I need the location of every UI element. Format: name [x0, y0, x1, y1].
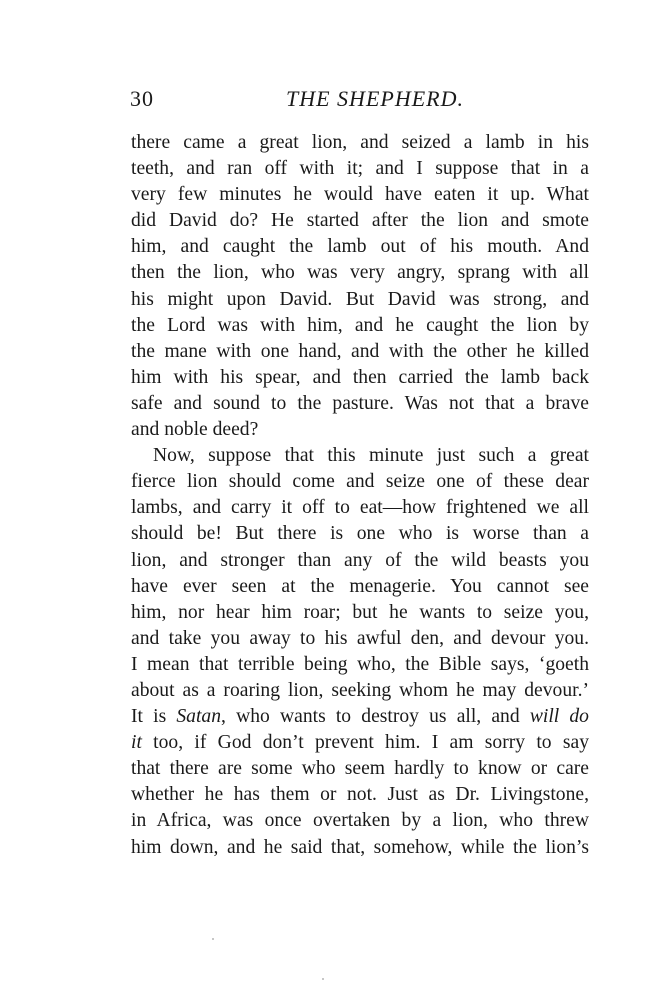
- text-line: very few minutes he would have eaten it up. What: [131, 184, 589, 206]
- text-line: lion, and stronger than any of the wild beasts you: [131, 549, 589, 571]
- text-line: the Lord was with him, and he caught the lion by: [131, 314, 589, 336]
- page-number: 30: [130, 86, 154, 111]
- paper-speck: [212, 938, 214, 940]
- text-line: [131, 730, 589, 756]
- text-line: have ever seen at the menagerie. You cannot see: [131, 575, 589, 597]
- text-line: teeth, and ran off with it; and I suppose that in a: [131, 158, 589, 180]
- page-header: [130, 86, 590, 122]
- text-line: that there are some who seem hardly to know or care: [131, 758, 589, 780]
- italic-will-do: will do: [529, 706, 589, 728]
- italic-satan: Satan: [176, 706, 222, 728]
- body-text: [131, 130, 589, 861]
- text-line: then the lion, who was very angry, sprang with all: [131, 262, 589, 284]
- paragraph-1: [131, 130, 589, 443]
- text-line: I mean that terrible being who, the Bible says, ‘goeth: [131, 653, 589, 675]
- text-line: should be! But there is one who is worse than a: [131, 523, 589, 545]
- text-line: and noble deed?: [131, 419, 259, 441]
- text-line: fierce lion should come and seize one of these dear: [131, 471, 589, 493]
- text-line: Now, suppose that this minute just such a great: [153, 445, 589, 467]
- text-line: him down, and he said that, somehow, while the lion’s: [131, 836, 589, 858]
- text-run: , who wants to destroy us all, and: [221, 706, 530, 728]
- text-line: him with his spear, and then carried the lamb back: [131, 366, 589, 388]
- text-line: in Africa, was once overtaken by a lion, who threw: [131, 810, 589, 832]
- text-run: It is: [131, 706, 177, 728]
- paragraph-2: [131, 443, 589, 861]
- text-line: safe and sound to the pasture. Was not that a brave: [131, 392, 589, 414]
- text-line: did David do? He started after the lion and smote: [131, 210, 589, 232]
- running-head: THE SHEPHERD.: [286, 86, 464, 111]
- text-line: about as a roaring lion, seeking whom he may devour.’: [131, 679, 589, 701]
- text-run: too, if God don’t prevent him. I am sorry to say: [141, 732, 589, 754]
- text-line: him, nor hear him roar; but he wants to seize you,: [131, 601, 589, 623]
- paper-speck: [322, 978, 324, 980]
- text-line: whether he has them or not. Just as Dr. Livingstone,: [131, 784, 589, 806]
- text-line: [131, 704, 589, 730]
- text-line: him, and caught the lamb out of his mouth. And: [131, 236, 589, 258]
- text-line: lambs, and carry it off to eat—how frightened we all: [131, 497, 589, 519]
- text-line: the mane with one hand, and with the other he killed: [131, 340, 589, 362]
- text-line: there came a great lion, and seized a lamb in his: [131, 132, 589, 153]
- italic-it: it: [131, 732, 142, 754]
- text-line: his might upon David. But David was strong, and: [131, 288, 589, 310]
- text-line: and take you away to his awful den, and devour you.: [131, 627, 589, 649]
